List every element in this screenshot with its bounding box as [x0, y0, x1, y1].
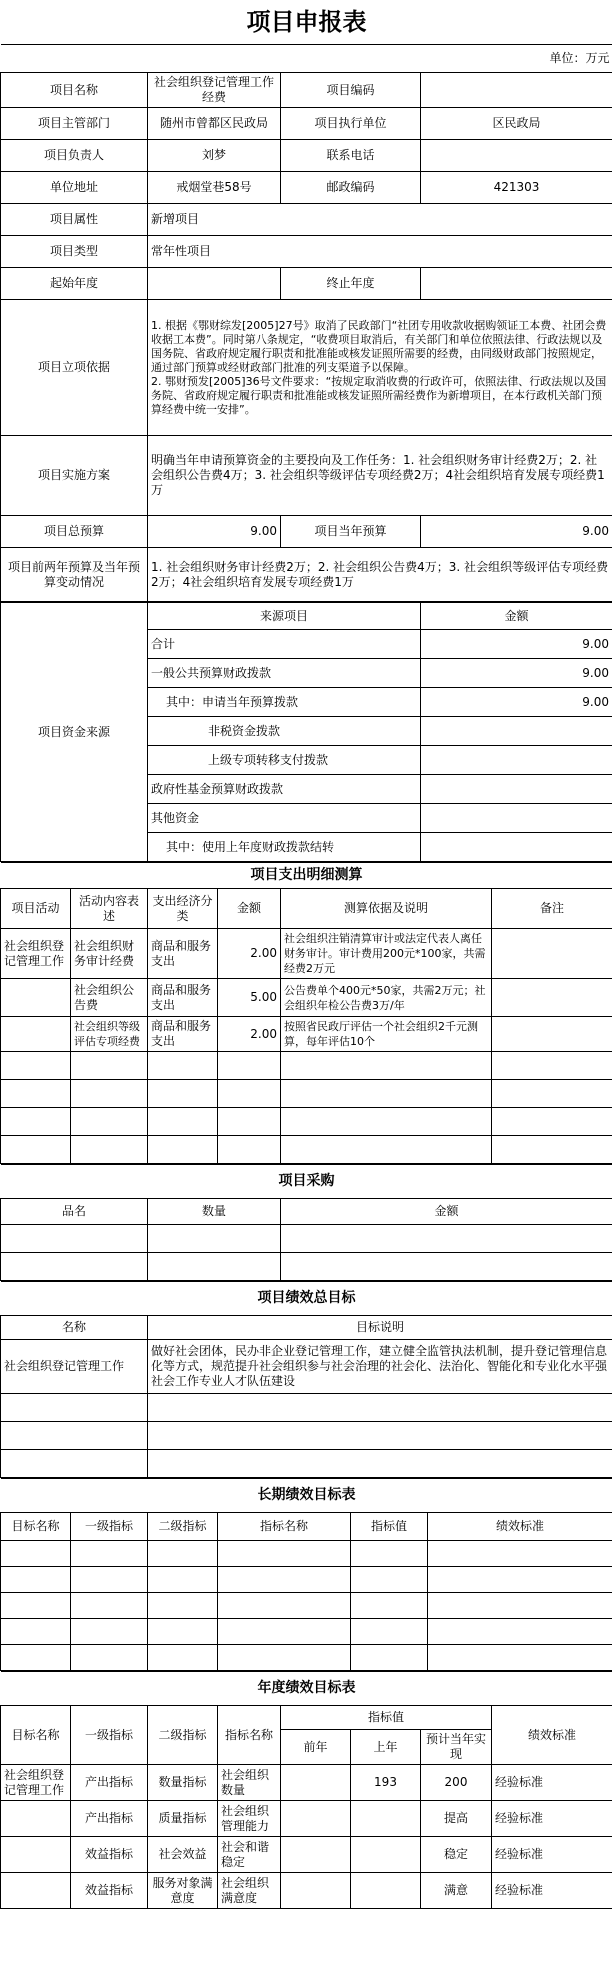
project-name-label: 项目名称 — [1, 73, 148, 108]
annual-expect: 200 — [421, 1765, 492, 1801]
annual-l2: 社会效益 — [148, 1837, 218, 1873]
expense-header: 项目活动 — [1, 889, 71, 929]
longterm-header: 指标名称 — [218, 1513, 351, 1541]
funding-row-name: 其中：申请当年预算拨款 — [148, 688, 421, 717]
expense-category: 商品和服务支出 — [148, 979, 218, 1017]
overall-name: 社会组织登记管理工作 — [1, 1340, 148, 1394]
zip-value: 421303 — [421, 172, 612, 204]
overall-header: 名称 — [1, 1316, 148, 1340]
project-code-value — [421, 73, 612, 108]
annual-header: 指标名称 — [218, 1706, 281, 1765]
exec-value: 区民政局 — [421, 108, 612, 140]
annual-l2: 质量指标 — [148, 1801, 218, 1837]
annual-goal-table — [0, 1671, 612, 1909]
annual-l2: 数量指标 — [148, 1765, 218, 1801]
longterm-header: 指标值 — [351, 1513, 428, 1541]
annual-prev1 — [351, 1873, 421, 1909]
annual-name — [1, 1873, 71, 1909]
table-row — [1, 929, 612, 979]
overall-header: 目标说明 — [148, 1316, 612, 1340]
addr-label: 单位地址 — [1, 172, 148, 204]
expense-basis: 按照省民政厅评估一个社会组织2千元测算，每年评估10个 — [281, 1017, 492, 1052]
attr-label: 项目属性 — [1, 204, 148, 236]
basis-label: 项目立项依据 — [1, 300, 148, 436]
owner-label: 项目负责人 — [1, 140, 148, 172]
annual-expect: 提高 — [421, 1801, 492, 1837]
annual-prev1 — [351, 1801, 421, 1837]
annual-header: 预计当年实现 — [421, 1730, 492, 1765]
annual-expect: 满意 — [421, 1873, 492, 1909]
phone-value — [421, 140, 612, 172]
table-row — [1, 1801, 612, 1837]
change-value: 1. 社会组织财务审计经费2万；2. 社会组织公告费4万；3. 社会组织等级评估专项经费2万；4社会组织培育发展专项经费1万 — [148, 548, 612, 602]
funding-row-amount: 9.00 — [421, 659, 612, 688]
longterm-title: 长期绩效目标表 — [1, 1479, 612, 1513]
end-value — [421, 268, 612, 300]
purchase-header: 数量 — [148, 1199, 281, 1225]
funding-row-name: 一般公共预算财政拨款 — [148, 659, 421, 688]
longterm-header: 目标名称 — [1, 1513, 71, 1541]
annual-header: 绩效标准 — [492, 1706, 612, 1765]
overall-desc: 做好社会团体，民办非企业登记管理工作，建立健全监管执法机制，提升登记管理信息化等方式，规范提升社会组织参与社会治理的社会化、法治化、智能化和专业化水平强社会工作专业人才队伍建设 — [148, 1340, 612, 1394]
funding-row-amount — [421, 746, 612, 775]
expense-header: 支出经济分类 — [148, 889, 218, 929]
unit-label: 单位：万元 — [1, 45, 612, 73]
expense-content: 社会组织公告费 — [71, 979, 148, 1017]
funding-row-amount: 9.00 — [421, 688, 612, 717]
annual-prev2 — [281, 1765, 351, 1801]
start-label: 起始年度 — [1, 268, 148, 300]
table-row — [1, 1837, 612, 1873]
expense-amount: 2.00 — [218, 1017, 281, 1052]
funding-row-amount: 9.00 — [421, 630, 612, 659]
expense-activity — [1, 979, 71, 1017]
expense-amount: 2.00 — [218, 929, 281, 979]
annual-l1: 效益指标 — [71, 1873, 148, 1909]
expense-note — [492, 979, 612, 1017]
overall-goal-table — [0, 1281, 612, 1478]
funding-row-name: 上级专项转移支付拨款 — [148, 746, 421, 775]
annual-std: 经验标准 — [492, 1837, 612, 1873]
funding-src-header: 来源项目 — [148, 603, 421, 630]
annual-title: 年度绩效目标表 — [1, 1672, 612, 1706]
attr-value: 新增项目 — [148, 204, 612, 236]
annual-l1: 效益指标 — [71, 1837, 148, 1873]
overall-title: 项目绩效总目标 — [1, 1282, 612, 1316]
funding-row-name: 非税资金拨款 — [148, 717, 421, 746]
expense-header: 测算依据及说明 — [281, 889, 492, 929]
annual-header: 目标名称 — [1, 1706, 71, 1765]
funding-row-name: 合计 — [148, 630, 421, 659]
plan-value: 明确当年申请预算资金的主要投向及工作任务：1. 社会组织财务审计经费2万；2. 社会组织公告费4万；3. 社会组织等级评估专项经费2万；4社会组织培育发展专项经费1万 — [148, 436, 612, 516]
expense-title: 项目支出明细测算 — [1, 863, 612, 889]
table-row — [1, 979, 612, 1017]
annual-header: 一级指标 — [71, 1706, 148, 1765]
annual-prev1 — [351, 1837, 421, 1873]
purchase-header: 金额 — [281, 1199, 612, 1225]
funding-row-amount — [421, 775, 612, 804]
table-row — [1, 1765, 612, 1801]
phone-label: 联系电话 — [281, 140, 421, 172]
expense-content: 社会组织财务审计经费 — [71, 929, 148, 979]
annual-header: 二级指标 — [148, 1706, 218, 1765]
total-label: 项目总预算 — [1, 516, 148, 548]
total-value: 9.00 — [148, 516, 281, 548]
type-label: 项目类型 — [1, 236, 148, 268]
expense-table — [0, 862, 612, 1164]
expense-header: 金额 — [218, 889, 281, 929]
annual-header: 前年 — [281, 1730, 351, 1765]
annual-header: 指标值 — [281, 1706, 492, 1730]
cur-label: 项目当年预算 — [281, 516, 421, 548]
annual-l1: 产出指标 — [71, 1765, 148, 1801]
table-row — [1, 1017, 612, 1052]
funding-row-name: 其他资金 — [148, 804, 421, 833]
annual-ind: 社会组织满意度 — [218, 1873, 281, 1909]
annual-l2: 服务对象满意度 — [148, 1873, 218, 1909]
purchase-table — [0, 1164, 612, 1281]
expense-activity — [1, 1017, 71, 1052]
expense-note — [492, 1017, 612, 1052]
expense-activity: 社会组织登记管理工作 — [1, 929, 71, 979]
page-title: 项目申报表 — [1, 0, 612, 45]
dept-value: 随州市曾都区民政局 — [148, 108, 281, 140]
purchase-header: 品名 — [1, 1199, 148, 1225]
funding-row-name: 政府性基金预算财政拨款 — [148, 775, 421, 804]
annual-std: 经验标准 — [492, 1873, 612, 1909]
annual-expect: 稳定 — [421, 1837, 492, 1873]
annual-ind: 社会组织管理能力 — [218, 1801, 281, 1837]
expense-category: 商品和服务支出 — [148, 1017, 218, 1052]
basis-value: 1. 根据《鄂财综发[2005]27号》取消了民政部门“社团专用收款收据购领证工本费、社团会费收据工本费”。同时第八条规定，“收费项目取消后，有关部门和单位依照法律、行政法规以及国务院、省政府规定履行职责和批准能或核发证照所需要的经费，由同级财政部门按照规定，通过部门预算或经财政部门批准的列支渠道予以保障。 2. 鄂财预发[2005]36号文件要求：“按规定取消收费的行政许可，依照法律、行政法规以及国务院、省政府规定履行职责和批准能或核发证照所需经费作为新增项目，在本行政机关部门预算经费中统一安排”。 — [148, 300, 612, 436]
exec-label: 项目执行单位 — [281, 108, 421, 140]
expense-header: 活动内容表述 — [71, 889, 148, 929]
annual-name: 社会组织登记管理工作 — [1, 1765, 71, 1801]
annual-prev2 — [281, 1837, 351, 1873]
annual-name — [1, 1801, 71, 1837]
funding-row-name: 其中：使用上年度财政拨款结转 — [148, 833, 421, 862]
expense-basis: 社会组织注销清算审计或法定代表人离任财务审计。审计费用200元*100家，共需经费2万元 — [281, 929, 492, 979]
annual-ind: 社会和谐稳定 — [218, 1837, 281, 1873]
plan-label: 项目实施方案 — [1, 436, 148, 516]
project-code-label: 项目编码 — [281, 73, 421, 108]
end-label: 终止年度 — [281, 268, 421, 300]
start-value — [148, 268, 281, 300]
annual-std: 经验标准 — [492, 1801, 612, 1837]
annual-ind: 社会组织数量 — [218, 1765, 281, 1801]
expense-basis: 公告费单个400元*50家，共需2万元；社会组织年检公告费3万/年 — [281, 979, 492, 1017]
dept-label: 项目主管部门 — [1, 108, 148, 140]
addr-value: 戒烟堂巷58号 — [148, 172, 281, 204]
project-name-value: 社会组织登记管理工作经费 — [148, 73, 281, 108]
annual-l1: 产出指标 — [71, 1801, 148, 1837]
expense-header: 备注 — [492, 889, 612, 929]
funding-amt-header: 金额 — [421, 603, 612, 630]
funding-row-amount — [421, 717, 612, 746]
annual-prev2 — [281, 1873, 351, 1909]
expense-category: 商品和服务支出 — [148, 929, 218, 979]
longterm-header: 绩效标准 — [428, 1513, 612, 1541]
longterm-header: 一级指标 — [71, 1513, 148, 1541]
owner-value: 刘梦 — [148, 140, 281, 172]
expense-amount: 5.00 — [218, 979, 281, 1017]
purchase-title: 项目采购 — [1, 1165, 612, 1199]
annual-std: 经验标准 — [492, 1765, 612, 1801]
funding-table — [0, 602, 612, 862]
basic-info-table — [0, 0, 612, 602]
annual-prev2 — [281, 1801, 351, 1837]
longterm-goal-table — [0, 1478, 612, 1671]
annual-prev1: 193 — [351, 1765, 421, 1801]
annual-header: 上年 — [351, 1730, 421, 1765]
funding-row-amount — [421, 804, 612, 833]
change-label: 项目前两年预算及当年预算变动情况 — [1, 548, 148, 602]
longterm-header: 二级指标 — [148, 1513, 218, 1541]
annual-name — [1, 1837, 71, 1873]
cur-value: 9.00 — [421, 516, 612, 548]
funding-label: 项目资金来源 — [1, 603, 148, 862]
zip-label: 邮政编码 — [281, 172, 421, 204]
expense-content: 社会组织等级评估专项经费 — [71, 1017, 148, 1052]
table-row — [1, 1873, 612, 1909]
funding-row-amount — [421, 833, 612, 862]
expense-note — [492, 929, 612, 979]
type-value: 常年性项目 — [148, 236, 612, 268]
